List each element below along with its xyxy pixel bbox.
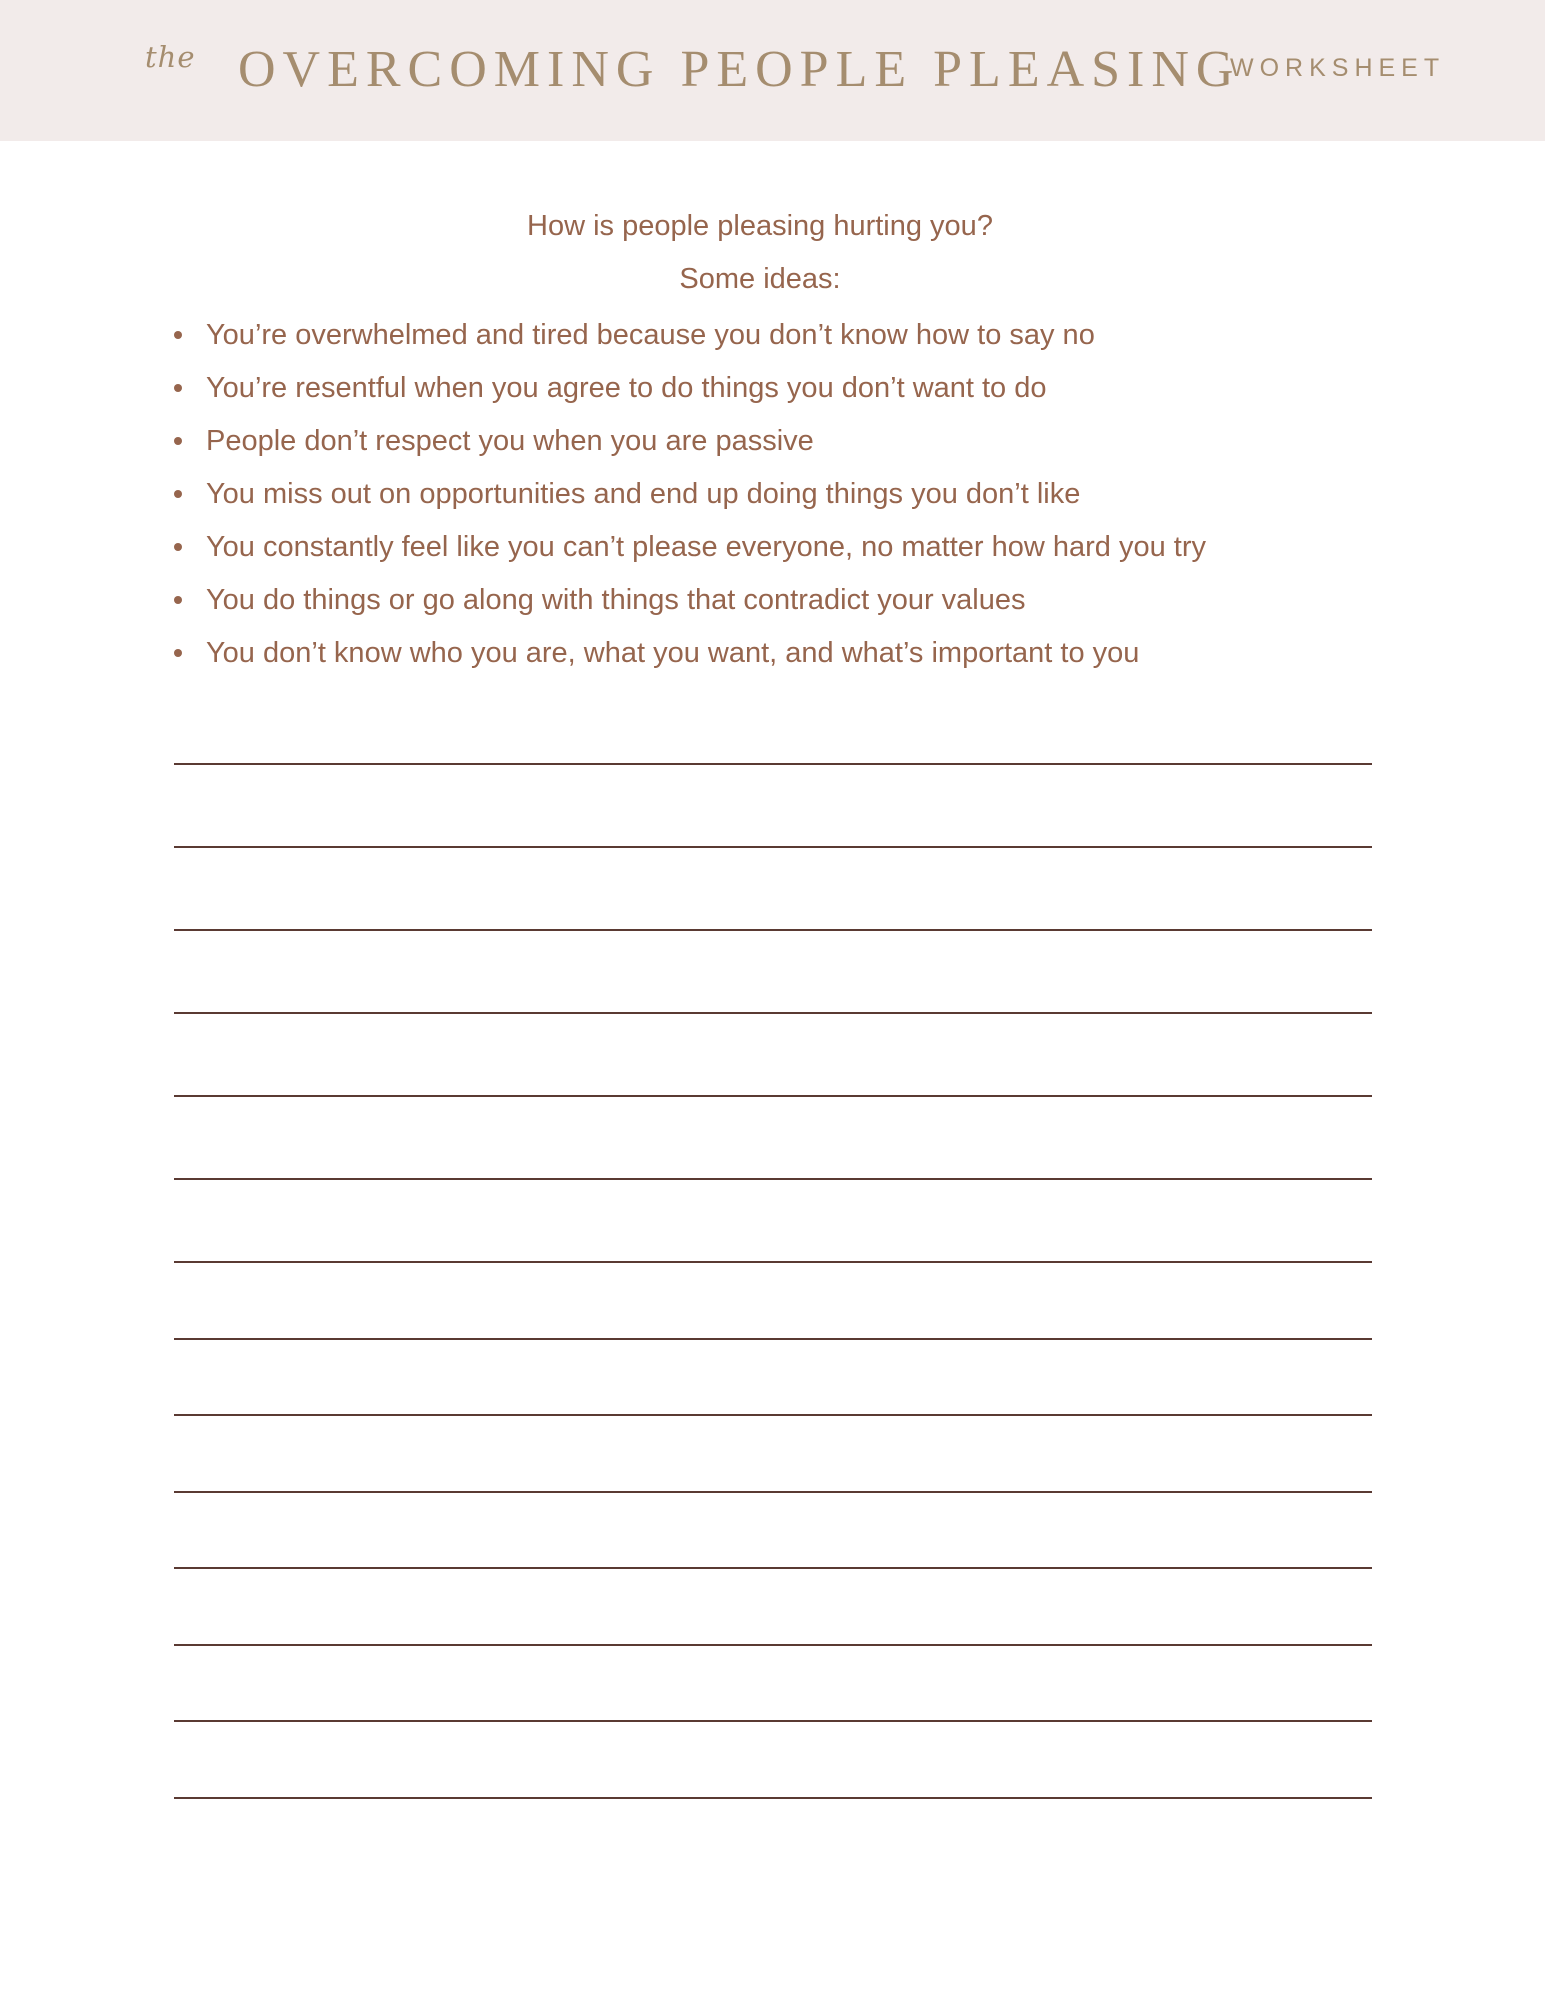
answer-line[interactable] bbox=[174, 1491, 1372, 1493]
idea-item bbox=[170, 528, 1206, 581]
idea-text: You don’t know who you are, what you want, and what’s important to you bbox=[206, 637, 1140, 669]
idea-item bbox=[170, 369, 1206, 422]
worksheet-title: OVERCOMING PEOPLE PLEASING bbox=[238, 41, 1241, 98]
bullet-icon bbox=[174, 543, 182, 551]
answer-line[interactable] bbox=[174, 1720, 1372, 1722]
header-band bbox=[0, 0, 1545, 141]
header-prefix: the bbox=[145, 40, 196, 74]
answer-line[interactable] bbox=[174, 1261, 1372, 1263]
idea-text: People don’t respect you when you are passive bbox=[206, 425, 814, 457]
ideas-list bbox=[170, 316, 1206, 687]
idea-item bbox=[170, 634, 1206, 687]
idea-item bbox=[170, 475, 1206, 528]
idea-text: You’re overwhelmed and tired because you don’t know how to say no bbox=[206, 319, 1095, 351]
answer-line[interactable] bbox=[174, 1338, 1372, 1340]
answer-line[interactable] bbox=[174, 1797, 1372, 1799]
idea-item bbox=[170, 422, 1206, 475]
answer-line[interactable] bbox=[174, 846, 1372, 848]
answer-line[interactable] bbox=[174, 1012, 1372, 1014]
idea-text: You’re resentful when you agree to do things you don’t want to do bbox=[206, 372, 1047, 404]
idea-text: You miss out on opportunities and end up doing things you don’t like bbox=[206, 478, 1081, 510]
header-suffix: WORKSHEET bbox=[1230, 54, 1446, 82]
bullet-icon bbox=[174, 596, 182, 604]
answer-line[interactable] bbox=[174, 1644, 1372, 1646]
idea-text: You do things or go along with things that contradict your values bbox=[206, 584, 1026, 616]
answer-line[interactable] bbox=[174, 763, 1372, 765]
answer-line[interactable] bbox=[174, 1414, 1372, 1416]
bullet-icon bbox=[174, 490, 182, 498]
idea-item bbox=[170, 581, 1206, 634]
answer-line[interactable] bbox=[174, 1567, 1372, 1569]
prompt-question: How is people pleasing hurting you? bbox=[527, 210, 993, 242]
bullet-icon bbox=[174, 649, 182, 657]
bullet-icon bbox=[174, 331, 182, 339]
bullet-icon bbox=[174, 384, 182, 392]
idea-text: You constantly feel like you can’t please everyone, no matter how hard you try bbox=[206, 531, 1207, 563]
answer-line[interactable] bbox=[174, 1178, 1372, 1180]
ideas-label: Some ideas: bbox=[679, 263, 841, 295]
idea-item bbox=[170, 316, 1206, 369]
answer-line[interactable] bbox=[174, 1095, 1372, 1097]
answer-line[interactable] bbox=[174, 929, 1372, 931]
bullet-icon bbox=[174, 437, 182, 445]
